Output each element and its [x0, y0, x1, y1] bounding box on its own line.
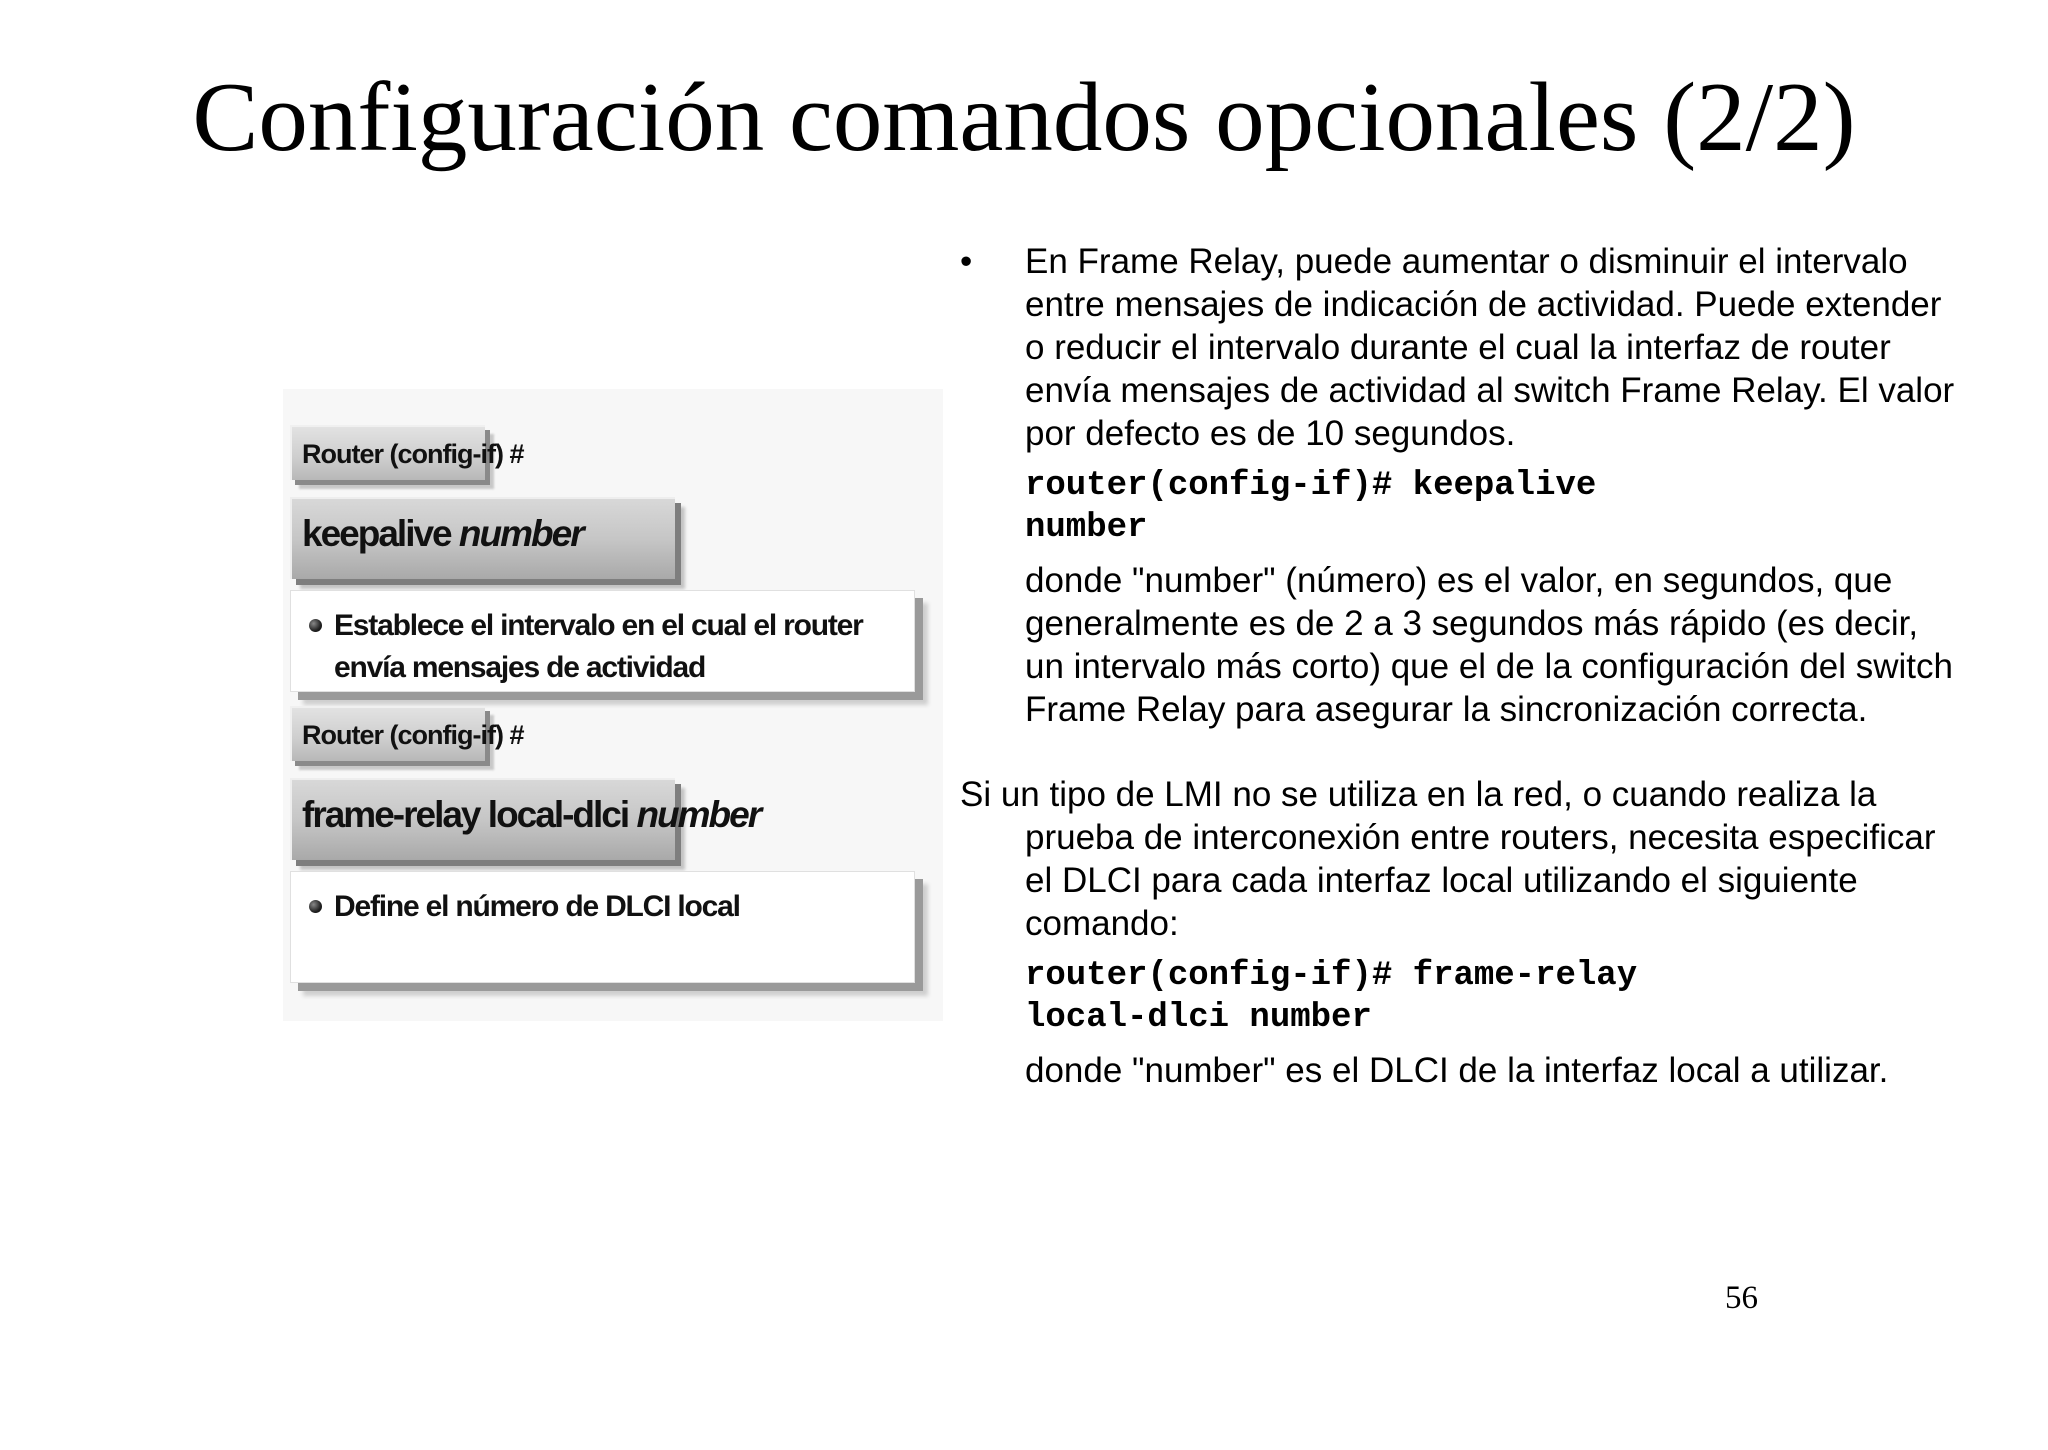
bullet-symbol: • — [960, 242, 973, 281]
prompt-label-1: Router (config-if) # — [302, 439, 524, 469]
keepalive-number-explanation: donde "number" (número) es el valor, en segundos, que generalmente es de 2 a 3 segundos más rápido (es decir, un intervalo más corto) que el de la configuración del switch Frame Relay para asegurar la sincronización correcta. — [1025, 561, 1953, 729]
description-box-2 — [290, 871, 915, 983]
local-dlci-paragraph — [960, 773, 1960, 1092]
local-dlci-explanation: Si un tipo de LMI no se utiliza en la red, o cuando realiza la prueba de interconexión entre routers, necesita especificar el DLCI para cada interfaz local utilizando el siguiente comando: — [960, 775, 1936, 943]
description-text-2: Define el número de DLCI local — [334, 890, 740, 923]
description-text-1: Establece el intervalo en el cual el router envía mensajes de actividad — [334, 609, 863, 684]
command-diagram — [283, 389, 943, 1021]
local-dlci-command: router(config-if)# frame-relay local-dlci number — [1025, 957, 1638, 1037]
keepalive-command: router(config-if)# keepalive number — [1025, 467, 1597, 547]
keepalive-explanation: En Frame Relay, puede aumentar o disminuir el intervalo entre mensajes de indicación de actividad. Puede extender o reducir el intervalo durante el cual la interfaz de router envía mensajes de actividad al switch Frame Relay. El valor por defecto es de 10 segundos. — [1025, 242, 1955, 453]
command-argument-2: number — [636, 794, 761, 835]
slide-title: Configuración comandos opcionales (2/2) — [192, 63, 1856, 172]
body-text — [960, 240, 1960, 1092]
description-box-1 — [290, 590, 915, 692]
command-argument-1: number — [458, 513, 583, 554]
bullet-icon — [309, 619, 322, 632]
prompt-box-2 — [290, 706, 524, 761]
bullet-paragraph-keepalive — [960, 240, 1960, 731]
command-box-local-dlci — [290, 778, 761, 860]
page-number: 56 — [1725, 1280, 1758, 1316]
prompt-label-2: Router (config-if) # — [302, 720, 524, 750]
bullet-icon — [309, 900, 322, 913]
command-box-keepalive — [290, 497, 675, 579]
prompt-box-1 — [290, 425, 524, 480]
command-keyword-1: keepalive — [302, 513, 451, 554]
local-dlci-number-explanation: donde "number" es el DLCI de la interfaz local a utilizar. — [1025, 1051, 1889, 1090]
command-keyword-2: frame-relay local-dlci — [302, 794, 629, 835]
